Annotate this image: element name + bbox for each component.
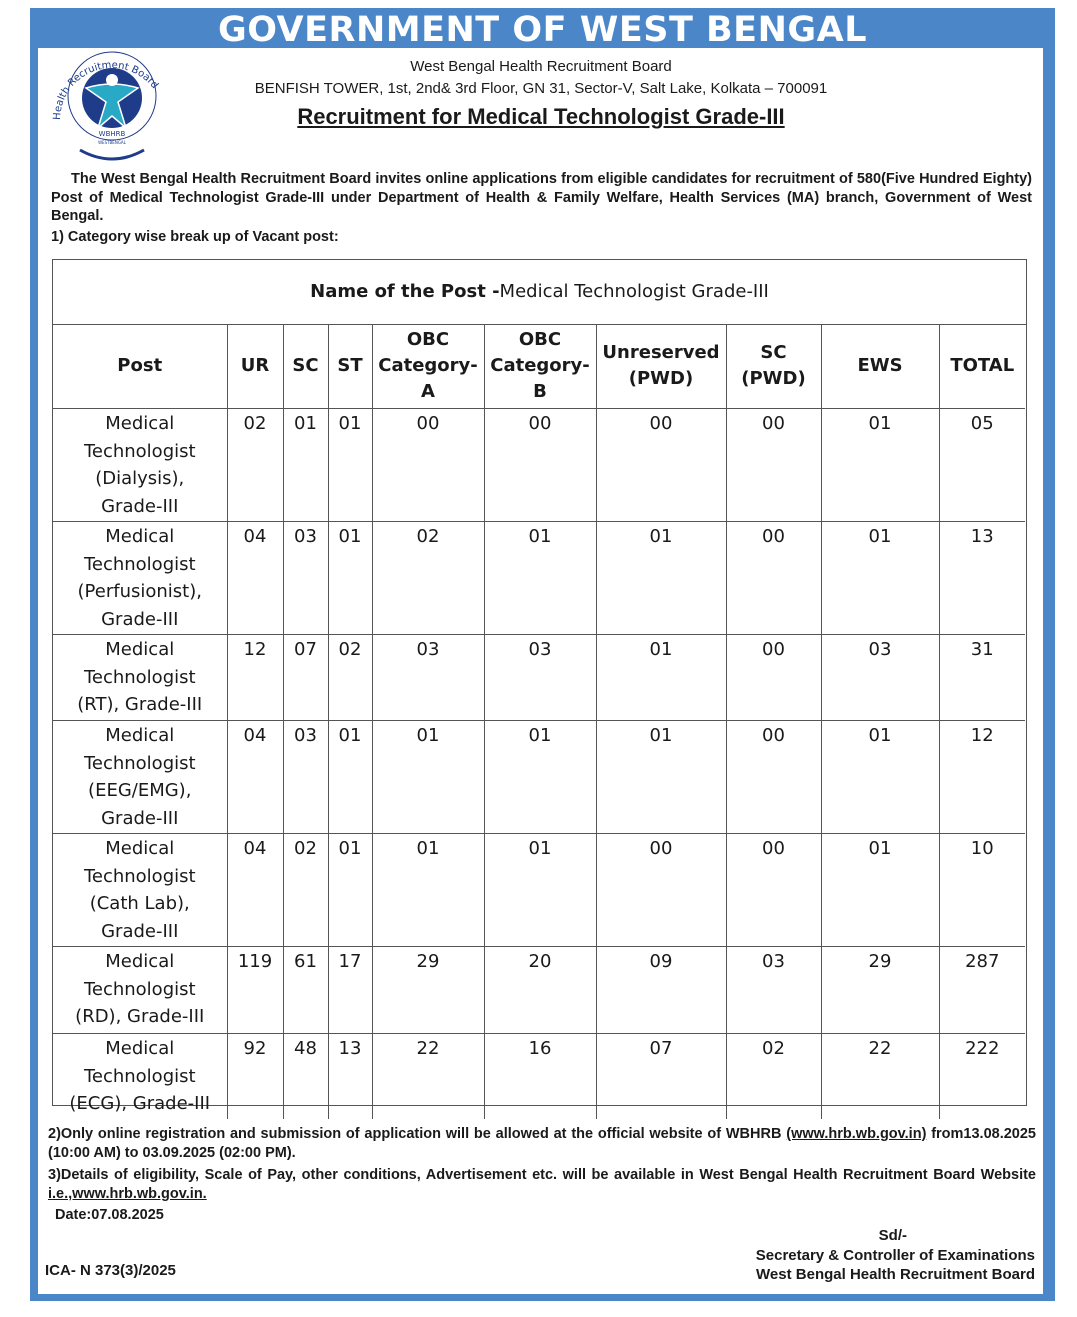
count-cell: 29 bbox=[821, 947, 939, 1034]
count-cell: 119 bbox=[227, 947, 283, 1034]
post-cell: Medical Technologist (ECG), Grade-III bbox=[53, 1034, 227, 1120]
count-cell: 01 bbox=[821, 409, 939, 522]
count-cell: 00 bbox=[372, 409, 484, 522]
count-cell: 01 bbox=[283, 409, 328, 522]
count-cell: 01 bbox=[372, 721, 484, 834]
count-cell: 01 bbox=[596, 635, 726, 721]
count-cell: 00 bbox=[726, 834, 821, 947]
count-cell: 07 bbox=[596, 1034, 726, 1120]
count-cell: 61 bbox=[283, 947, 328, 1034]
table-row bbox=[53, 522, 1025, 635]
count-cell: 222 bbox=[939, 1034, 1025, 1120]
wbhrb-logo bbox=[46, 50, 178, 166]
section-heading: 1) Category wise break up of Vacant post: bbox=[51, 229, 339, 245]
count-cell: 02 bbox=[372, 522, 484, 635]
vacancy-grid bbox=[53, 324, 1025, 1119]
count-cell: 00 bbox=[726, 721, 821, 834]
count-cell: 17 bbox=[328, 947, 372, 1034]
count-cell: 03 bbox=[283, 522, 328, 635]
count-cell: 09 bbox=[596, 947, 726, 1034]
count-cell: 01 bbox=[328, 409, 372, 522]
column-header: UR bbox=[227, 324, 283, 409]
post-cell: Medical Technologist (RD), Grade-III bbox=[53, 947, 227, 1034]
count-cell: 01 bbox=[328, 522, 372, 635]
table-row bbox=[53, 721, 1025, 834]
count-cell: 00 bbox=[596, 834, 726, 947]
logo-ring-text: Health Recruitment Board bbox=[51, 59, 161, 121]
post-cell: Medical Technologist (Perfusionist), Grade-III bbox=[53, 522, 227, 635]
count-cell: 12 bbox=[939, 721, 1025, 834]
vacancy-table bbox=[52, 259, 1027, 1114]
count-cell: 03 bbox=[372, 635, 484, 721]
count-cell: 04 bbox=[227, 834, 283, 947]
signature-sd: Sd/- bbox=[878, 1227, 907, 1244]
count-cell: 22 bbox=[821, 1034, 939, 1120]
count-cell: 13 bbox=[328, 1034, 372, 1120]
post-cell: Medical Technologist (Cath Lab), Grade-III bbox=[53, 834, 227, 947]
count-cell: 13 bbox=[939, 522, 1025, 635]
count-cell: 02 bbox=[328, 635, 372, 721]
table-row bbox=[53, 834, 1025, 947]
column-header: SC bbox=[283, 324, 328, 409]
signatory-designation: Secretary & Controller of Examinations bbox=[755, 1246, 1035, 1264]
post-cell: Medical Technologist (Dialysis), Grade-III bbox=[53, 409, 227, 522]
note3-text: 3)Details of eligibility, Scale of Pay, other conditions, Advertisement etc. will be available in West Bengal Health Recruitment Board Website bbox=[48, 1167, 1036, 1183]
count-cell: 01 bbox=[328, 721, 372, 834]
board-address: BENFISH TOWER, 1st, 2nd& 3rd Floor, GN 31, Sector-V, Salt Lake, Kolkata – 700091 bbox=[254, 80, 828, 97]
count-cell: 02 bbox=[283, 834, 328, 947]
board-name: West Bengal Health Recruitment Board bbox=[410, 58, 672, 75]
note2-text: 2)Only online registration and submission of application will be allowed at the official website of WBHRB bbox=[48, 1126, 787, 1142]
count-cell: 29 bbox=[372, 947, 484, 1034]
count-cell: 01 bbox=[484, 522, 596, 635]
post-name-header bbox=[53, 260, 1026, 325]
count-cell: 31 bbox=[939, 635, 1025, 721]
count-cell: 00 bbox=[726, 522, 821, 635]
count-cell: 01 bbox=[484, 834, 596, 947]
count-cell: 01 bbox=[328, 834, 372, 947]
column-header: Unreserved (PWD) bbox=[596, 324, 726, 409]
table-row bbox=[53, 409, 1025, 522]
post-name-label: Name of the Post - bbox=[310, 281, 500, 302]
count-cell: 04 bbox=[227, 522, 283, 635]
column-header: OBC Category- B bbox=[484, 324, 596, 409]
count-cell: 01 bbox=[821, 834, 939, 947]
government-title: GOVERNMENT OF WEST BENGAL bbox=[218, 10, 867, 50]
count-cell: 03 bbox=[726, 947, 821, 1034]
count-cell: 02 bbox=[227, 409, 283, 522]
count-cell: 92 bbox=[227, 1034, 283, 1120]
post-cell: Medical Technologist (EEG/EMG), Grade-III bbox=[53, 721, 227, 834]
count-cell: 03 bbox=[283, 721, 328, 834]
count-cell: 01 bbox=[821, 522, 939, 635]
count-cell: 05 bbox=[939, 409, 1025, 522]
note-eligibility-details bbox=[48, 1166, 1036, 1204]
count-cell: 20 bbox=[484, 947, 596, 1034]
count-cell: 00 bbox=[726, 635, 821, 721]
count-cell: 02 bbox=[726, 1034, 821, 1120]
column-header: Post bbox=[53, 324, 227, 409]
wbhrb-website-link[interactable]: (www.hrb.wb.gov.in) bbox=[786, 1126, 927, 1142]
count-cell: 03 bbox=[821, 635, 939, 721]
note-online-registration bbox=[48, 1125, 1036, 1163]
logo-westbengal-text: WESTBENGAL bbox=[98, 140, 126, 145]
column-header: EWS bbox=[821, 324, 939, 409]
signature-block bbox=[756, 1226, 1035, 1285]
count-cell: 01 bbox=[596, 721, 726, 834]
count-cell: 12 bbox=[227, 635, 283, 721]
post-cell: Medical Technologist (RT), Grade-III bbox=[53, 635, 227, 721]
count-cell: 48 bbox=[283, 1034, 328, 1120]
count-cell: 01 bbox=[596, 522, 726, 635]
notice-date: Date:07.08.2025 bbox=[55, 1207, 164, 1223]
table-row bbox=[53, 1034, 1025, 1120]
count-cell: 16 bbox=[484, 1034, 596, 1120]
recruitment-title: Recruitment for Medical Technologist Grade-III bbox=[297, 104, 785, 129]
count-cell: 00 bbox=[596, 409, 726, 522]
wbhrb-logo-icon bbox=[46, 50, 178, 166]
website-link[interactable]: i.e.,www.hrb.wb.gov.in. bbox=[48, 1186, 207, 1202]
intro-paragraph: The West Bengal Health Recruitment Board invites online applications from eligible candidates for recruitment of 580(Five Hundred Eighty) Post of Medical Technologist Grade-III under Department of Health & Family Welfare, Health Services (MA) branch, Government of West Bengal. bbox=[51, 171, 1032, 224]
count-cell: 01 bbox=[372, 834, 484, 947]
column-header: SC (PWD) bbox=[726, 324, 821, 409]
post-name-value: Medical Technologist Grade-III bbox=[499, 281, 769, 302]
signatory-organization: West Bengal Health Recruitment Board bbox=[756, 1266, 1035, 1283]
count-cell: 04 bbox=[227, 721, 283, 834]
count-cell: 287 bbox=[939, 947, 1025, 1034]
count-cell: 01 bbox=[484, 721, 596, 834]
table-row bbox=[53, 947, 1025, 1034]
table-header-row bbox=[53, 324, 1025, 409]
ica-number: ICA- N 373(3)/2025 bbox=[45, 1262, 176, 1279]
count-cell: 22 bbox=[372, 1034, 484, 1120]
logo-wbhrb-text: WBHRB bbox=[98, 130, 126, 138]
table-row bbox=[53, 635, 1025, 721]
count-cell: 03 bbox=[484, 635, 596, 721]
column-header: TOTAL bbox=[939, 324, 1025, 409]
count-cell: 00 bbox=[484, 409, 596, 522]
count-cell: 01 bbox=[821, 721, 939, 834]
count-cell: 10 bbox=[939, 834, 1025, 947]
note2-dates: from13.08.2025 (10:00 AM) to 03.09.2025 (02:00 PM). bbox=[48, 1126, 1036, 1161]
column-header: ST bbox=[328, 324, 372, 409]
count-cell: 07 bbox=[283, 635, 328, 721]
count-cell: 00 bbox=[726, 409, 821, 522]
column-header: OBC Category- A bbox=[372, 324, 484, 409]
